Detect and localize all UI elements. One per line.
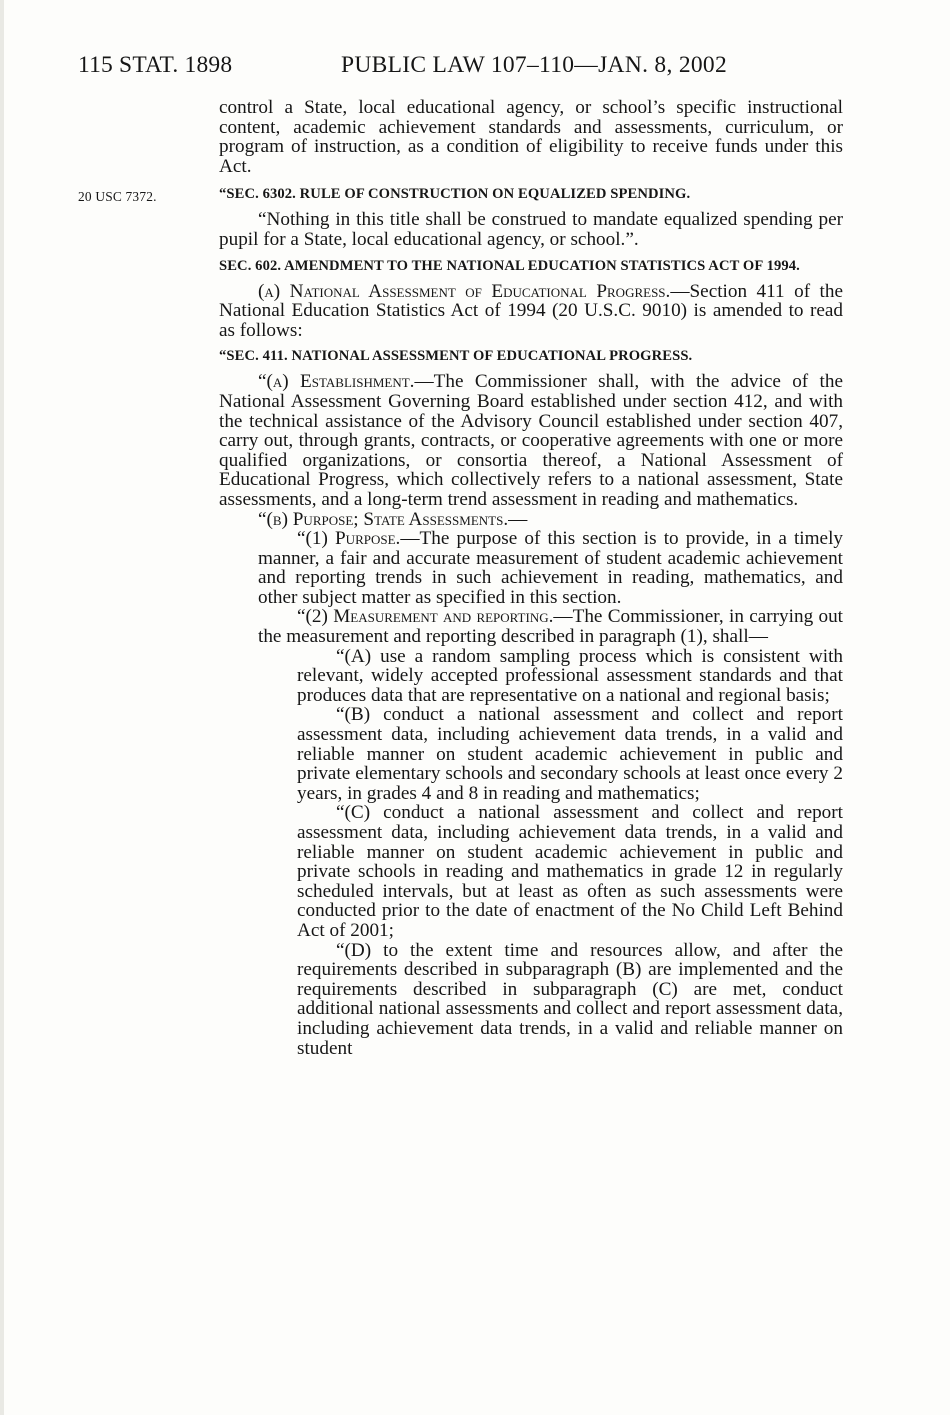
measurement-label: “(2) Measurement and reporting. bbox=[297, 606, 554, 628]
paragraph-6302: “Nothing in this title shall be construed to mandate equalized spending per pupil for a State, local educational agency, or school.”. bbox=[219, 209, 843, 250]
purpose-heading-dash: — bbox=[508, 508, 528, 530]
stat-page-number: 115 STAT. 1898 bbox=[78, 52, 233, 78]
establishment-text: —The Commissioner shall, with the advice of the National Assessment Governing Board established under section 412, and with the technical assistance of the Advisory Council established under section 407, carry out, through grants, contracts, or cooperative agreements with one or more qualified organizations, or consortia thereof, a National Assessment of Educational Progress, which collectively refers to a national assessment, State assessments, and a long-term trend assessment in reading and mathematics. bbox=[219, 371, 843, 510]
page-header bbox=[78, 52, 890, 82]
establishment-label: “(a) Establishment. bbox=[258, 371, 415, 393]
paragraph-measurement bbox=[219, 607, 843, 646]
purpose-heading-label: “(b) Purpose; State Assessments. bbox=[258, 508, 509, 530]
margin-citation: 20 USC 7372. bbox=[78, 189, 157, 204]
section-heading-6302: “SEC. 6302. RULE OF CONSTRUCTION ON EQUALIZED SPENDING. bbox=[219, 186, 691, 203]
section-heading-411: “SEC. 411. NATIONAL ASSESSMENT OF EDUCATIONAL PROGRESS. bbox=[219, 348, 693, 365]
purpose-label: “(1) Purpose. bbox=[297, 528, 401, 550]
paragraph-purpose-heading bbox=[219, 510, 843, 530]
scan-edge bbox=[0, 0, 4, 1415]
section-heading-602: SEC. 602. AMENDMENT TO THE NATIONAL EDUCATION STATISTICS ACT OF 1994. bbox=[219, 257, 800, 274]
subsection-a-text: —Section 411 of the National Education Statistics Act of 1994 (20 U.S.C. 9010) is amended to read as follows: bbox=[219, 280, 843, 341]
paragraph-subsection-a bbox=[219, 282, 843, 341]
subsection-a-label: (a) National Assessment of Educational Progress. bbox=[258, 280, 671, 302]
subparagraph-d: “(D) to the extent time and resources allow, and after the requirements described in subparagraph (B) are implemented and the requirements described in subparagraph (C) are met, conduct additional national assessments and collect and report assessment data, including achievement data trends, in a valid and reliable manner on student bbox=[297, 939, 843, 1059]
subparagraph-b: “(B) conduct a national assessment and collect and report assessment data, including achievement data trends, in a valid and reliable manner on student academic achievement in public and private elementary schools and secondary schools at least once every 2 years, in grades 4 and 8 in reading and mathematics; bbox=[297, 704, 843, 804]
paragraph-continuation: control a State, local educational agency, or school’s specific instructional content, academic achievement standards and assessments, curriculum, or program of instruction, as a condition of eligibility to receive funds under this Act. bbox=[219, 97, 843, 177]
subparagraph-c: “(C) conduct a national assessment and collect and report assessment data, including achievement data trends, in a valid and reliable manner on student academic achievement in public and private schools in reading and mathematics in grade 12 in regularly scheduled intervals, but at least as often as such assessments were conducted prior to the date of enactment of the No Child Left Behind Act of 2001; bbox=[297, 802, 843, 941]
paragraph-purpose bbox=[219, 529, 843, 607]
subparagraph-a: “(A) use a random sampling process which is consistent with relevant, widely accepted professional assessment standards and that produces data that are representative on a national and regional basis; bbox=[297, 645, 843, 706]
paragraph-establishment bbox=[219, 372, 843, 509]
measurement-text: —The Commissioner, in carrying out the measurement and reporting described in paragraph (1), shall— bbox=[258, 606, 843, 648]
document-body bbox=[219, 98, 843, 1058]
running-head: PUBLIC LAW 107–110—JAN. 8, 2002 bbox=[341, 52, 728, 78]
purpose-text: —The purpose of this section is to provide, in a timely manner, a fair and accurate measurement of student academic achievement and reporting trends in such achievement in reading, mathematics, and other subject matter as specified in this section. bbox=[258, 528, 844, 608]
